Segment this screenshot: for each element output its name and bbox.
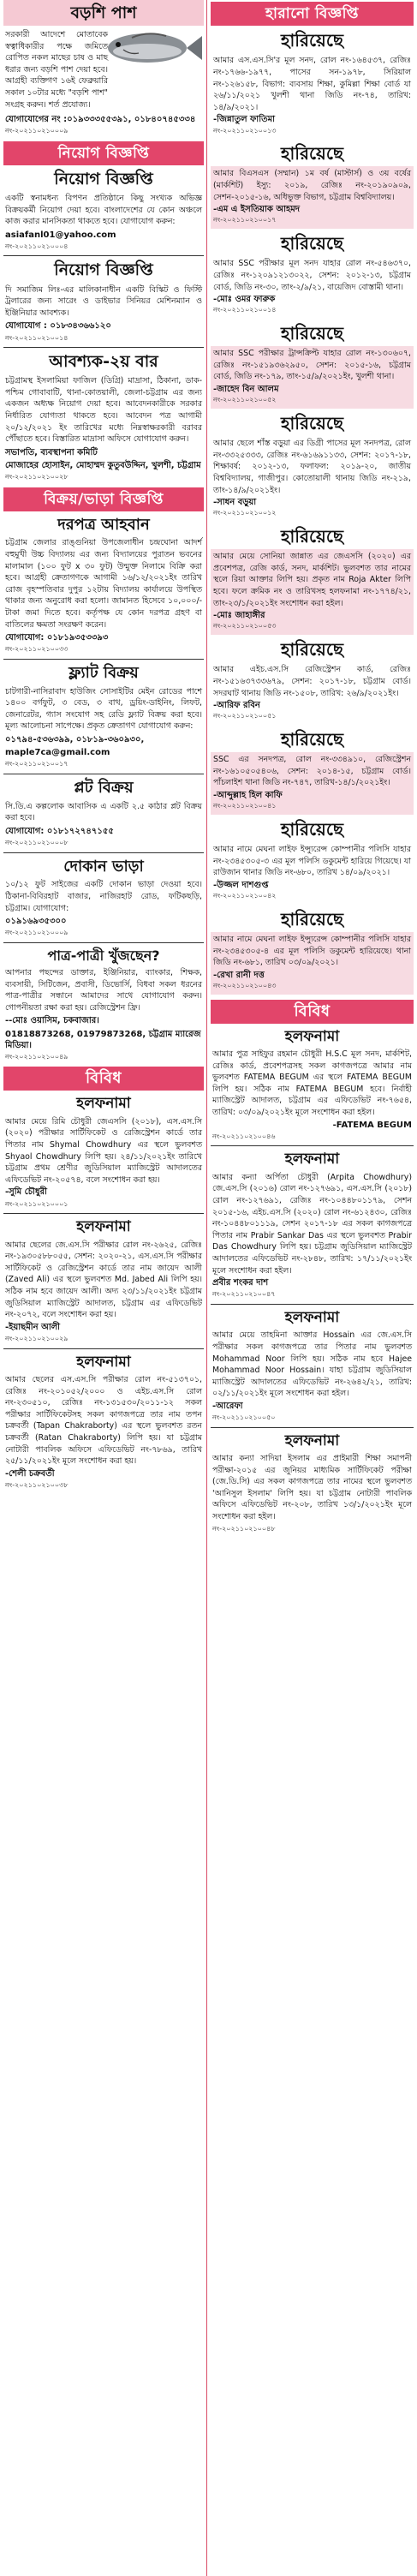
lost-notice-title: হারিয়েছে — [280, 728, 343, 750]
lost-notice-sign: -এম এ ইসতিয়াক আহমদ — [213, 205, 301, 215]
lost-notices-list — [211, 29, 414, 995]
abashyak-text: চট্টগ্রামস্থ ইসলামিয়া ফাজিল (ডিগ্রি) মাদ্রাসা, ঠিকানা, ডাক-পশ্চিম গোবাবাটি, থানা-কোতয়ালী, জেলা-চট্টগ্রাম এর জন্য একজন অধ্যক্ষ নিয়োগ দেয়া হবে। আবেদনকারীকে সরকার নির্ধারিত যোগ্যতা থাকতে হবে। আবেদন পত্র আগামী ২০/১২/২০২১ ইং তারিখের মধ্যে নিম্নস্বাক্ষরকারী বরাবর পৌঁছাতে হবে। বিস্তারিত মাদ্রাসা অফিসে যোগাযোগ করুন। — [5, 376, 202, 445]
lost-notice-title: হারিয়েছে — [280, 818, 343, 840]
divider — [3, 942, 204, 943]
lost-notice-ref: নং-২০২১১০২১০০৪১ — [213, 802, 277, 810]
divider — [3, 1348, 204, 1349]
section-header-bikroy: বিক্রয়/ভাড়া বিজ্ঞপ্তি — [3, 487, 204, 511]
borshi-text: সরকারী আদেশে মোতাবেক স্বত্বাধিকারীর পক্ষে জমিতে রোপিত নকল মাছের চাষ ও মাছ ধরার জন্য বড়শি পাশ দেয়া হবে। আগ্রহী ব্যক্তিগণ ১৬ই ফেব্রুয়ারি সকাল ১০টার মধ্যে "বড়শি পাশ" সংগ্রহ করুন। শর্ত প্রযোজ্য। — [5, 30, 108, 110]
rh2-ref: নং-২০২১১০২১০০৪৭ — [212, 1290, 276, 1299]
rh1-title: হলফনামা — [284, 1027, 340, 1045]
lost-notice — [211, 638, 414, 725]
abashyak-sign-1: সভাপতি, ব্যবস্থাপনা কমিটি — [5, 447, 98, 457]
lost-notice-sign: -রেখা রানী দত্ত — [213, 970, 265, 980]
lost-notice-ref: নং-২০২১১০২১০০১৪ — [213, 306, 277, 314]
lost-notice-text: SSC এর সনদপত্র, রোল নং-৩৩৪৯১০, রেজিস্ট্রেশন নং-১৬১০৫০৫৪০৬, সেশন: ২০১৪-১৫, চট্টগ্রাম বোর্ড। পাঁচলাইশ থানা জিডি নং-৭৪৭, তারিখ-১৪/১/২০২১ইং। — [213, 755, 411, 788]
niyog1-title: নিয়োগ বিজ্ঞপ্তি — [54, 169, 153, 188]
abashyak-ref: নং-২০২১১০২১০০২৮ — [5, 473, 69, 481]
section-header-harano: হারানো বিজ্ঞপ্তি — [211, 2, 414, 26]
lost-notice-body — [211, 842, 414, 905]
h2-title: হলফনামা — [76, 1218, 131, 1236]
lost-notice-ref: নং-২০২১১০২১০০১৭ — [213, 216, 277, 224]
lost-notice-text: আমার SSC পরীক্ষার মূল সনদ যাহার রোল নং-৫৪৬৩৭০, রেজিঃ নং-১২০৯১২১৩০২২, সেশন: ২০১২-১৩, চট্টগ্রাম বোর্ড, জিডি নং-৩০, তাং-২/৯/২১, বায়েজিদ বোস্তামী থানা। — [213, 259, 411, 292]
abashyak-sign-2: মোজাহের হোসাইন, মোহাম্মদ কুতুবউদ্দিন, খুলশী, চট্টগ্রাম — [5, 460, 201, 470]
rh4-title: হলফনামা — [284, 1431, 340, 1449]
lost-notice-ref: নং-২০২১১০২১০০৫১ — [213, 712, 277, 720]
lost-notice-body — [211, 436, 414, 522]
lost-notice-body — [211, 256, 414, 319]
lost-notice-sign: -মোঃ জাহাঙ্গীর — [213, 611, 265, 621]
lost-notice-ref: নং-২০২১১০২১০০৫৩ — [213, 622, 277, 631]
dokan-text: ১০/১২ ফুট সাইজের একটি দোকান ভাড়া দেওয়া হবে। ঠিকানা-বিবিরহাট বাজার, নাজিরহাট রোড, ফটিকছড়ি, চট্টগ্রাম। যোগাযোগ: — [5, 880, 202, 913]
lost-notice-sign: -সাধন বড়ুয়া — [213, 498, 257, 508]
niyog1-email: asiafanl01@yahoo.com — [5, 230, 116, 240]
h3-text: আমার ছেলের এস.এস.সি পরীক্ষার রোল নং-৫১৩৭০১, রেজিঃ নং-২০১০৫২/২০০০ ও এইচ.এস.সি রোল নং-২৩০৫১০, রেজিঃ নং-১৩১৫৩০/২০১১-১২ সকল পরীক্ষার সার্টিফিকেটসহ সকল কাগজপত্রে তার নাম তপন চক্রবর্তী (Tapan Chakraborty) এর স্থলে ভুলবশত রতন চক্রবর্তী (Ratan Chakraborty) লিপি হয়। যা চট্টগ্রাম নোটারী পাবলিক অফিসে এফিডেভিট নং-৭৮৬৯, তারিখ ২৫/১১/২০২১ইং মূলে সংশোধন করা হয়। — [5, 1374, 202, 1467]
patro-ref: নং-২০২১১০২১০০৪৯ — [5, 1052, 69, 1061]
rh3-sign: -আরেফা — [212, 1401, 243, 1411]
flat-text: চাটগারী-নাসিরাবাদ হাউজিং সোসাইটির মেইন রোডের পাশে ১৪০০ বর্গফুট, ৩ বেড, ৩ বাথ, ড্রয়িং-ডাইনিং, লিফট, জেনারেটর, গ্যাস সংযোগ সহ রেডি ফ্ল্যাট বিক্রয় করা হবে। মূল্য আলোচনা সাপেক্ষে। প্রকৃত ক্রেতাগণ যোগাযোগ করুন: — [5, 686, 202, 732]
lost-notice-ref: নং-২০২১১০২১০০১৩ — [213, 126, 277, 134]
rh3-text: আমার মেয়ে তাহমিনা আক্তার Hossain এর জে.এস.সি পরীক্ষার সকল কাগজপত্রে তার পিতার নাম ভুলবশত Mohammad Noor লিপি হয়। সঠিক নাম হবে Hajee Mohammad Noor Hossain। যাহা চট্টগ্রাম জুডিসিয়াল ম্যাজিস্ট্রেট আদালতের এফিডেভিট নং-২৬৪২/২১, তারিখ: ০২/১১/২০২১ইং মূলে সংশোধন করা হইল। — [212, 1330, 412, 1399]
rh4-ref: নং-২০২১১০২১০০৪৮ — [212, 1524, 276, 1533]
section-header-bibidh-left: বিবিধ — [3, 1067, 204, 1091]
dorpotro-contact: যোগাযোগ: ০১৮১৯৩৫৩৩৯৩ — [5, 633, 109, 643]
abashyak-title: আবশ্যক-২য় বার — [49, 352, 158, 372]
h2-ref: নং-২০২১১০২১০০২৯ — [5, 1334, 69, 1342]
lost-notice-title: হারিয়েছে — [280, 525, 343, 547]
divider — [211, 1427, 414, 1428]
lost-notice-text: আমার এস.এস.সি'র মূল সনদ, রোল নং-১৬৪৫৩৭, রেজিঃ নং-১৭৬৬-১৯৭৭, পাসের সন-১৯৭৮, সিরিয়াল নং-১২৬১৫৮, বিভাগ: ব্যবসায় শিক্ষা, কুমিল্লা শিক্ষা বোর্ড যা ২৬/১১/২০২১ খুলশী থানা জিডি নং-৭৪, তারিখ: ১৪/৯/২০২১। — [213, 56, 411, 112]
niyog2-ref: নং-২০২১১০২১০০১৪ — [5, 333, 69, 342]
dorpotro-title: দরপত্র আহবান — [57, 515, 150, 534]
plot-ref: নং-২০২১১০২১০০০৮ — [5, 839, 69, 847]
lost-notice-title: হারিয়েছে — [280, 639, 343, 660]
divider — [3, 852, 204, 853]
dokan-ref: নং-২০২১১০২১০০০৯ — [5, 929, 69, 937]
lost-notice-body — [211, 662, 414, 725]
dokan-contact: ০১৯১৬৯৩৫৩০০ — [5, 917, 67, 927]
left-column — [3, 0, 204, 2576]
rh1-sign: -FATEMA BEGUM — [332, 1120, 412, 1130]
lost-notice-text: আমার মেয়ে সোনিয়া জান্নাত এর জেএসসি (২০২০) এর প্রবেশপত্র, রেজি কার্ড, সনদ, মার্কশিট। ভুলবশত তার নামের স্থলে রিয়া আক্তার লিপি হয়। প্রকৃত নাম Roja Akter লিপি হবে। ফলে ক্রমিক নং ও তারিখসহ হলফনামা নং-১৭৭৪/২১, তাং-২৩/১/২০২১ইং সংশোধন করা হইল। — [213, 552, 411, 608]
lost-notice-title: হারিয়েছে — [280, 233, 343, 254]
patro-contact: 01818873268, 01979873268, চট্টগ্রাম ম্যারেজ মিডিয়া। — [5, 1029, 201, 1050]
flat-email: maple7ca@gmail.com — [5, 748, 110, 758]
patro-title: পাত্র-পাত্রী খুঁজছেন? — [47, 947, 160, 964]
lost-notice-body — [211, 166, 414, 229]
lost-notice-ref: নং-২০২১১০২১০০৪৩ — [213, 982, 277, 990]
flat-contact: ০১৭৯৪-৫৩৬৩৯৯, ০১৮১৯-৩৬০৯৩০, — [5, 735, 145, 744]
section-header-borshi: বড়শি পাশ — [3, 0, 204, 26]
dokan-title: দোকান ভাড়া — [63, 857, 144, 876]
divider — [211, 1145, 414, 1146]
lost-notice-title: হারিয়েছে — [280, 908, 343, 929]
lost-notice-text: আমার ছেলে শাঁস্ত বড়ুয়া এর ডিগ্রী পাসের মূল সনদপত্র, রোল নং-৩৩২৫৩৩৩, রেজিঃ নং-৬১৬৯১১৩৩, সেশন: ২০১৭-১৮, শিক্ষাবর্ষ: ২০১২-১৩, ফলাফল: ২০১৯-২০, জাতীয় বিশ্ববিদ্যালয়, গাজীপুর। কোতোয়ালী থানায় জিডি নং-২১৯, তাং-১৪/৯/২০২১ইং। — [213, 439, 411, 495]
plot-contact: যোগাযোগ: ০১৮১৭২৭৪৭১৫৫ — [5, 826, 114, 836]
niyog2-contact: যোগাযোগ : ০১৮৩৪৩৬৬১২০ — [5, 321, 111, 332]
right-column — [211, 0, 414, 2576]
h3-ref: নং-২০২১১০২১০০৩৮ — [5, 1480, 69, 1489]
borshi-ref: নং-২০২১১০২১০০০৯ — [5, 127, 69, 135]
divider — [3, 347, 204, 348]
lost-notice-sign: -আরিফ রবিন — [213, 701, 260, 711]
patro-text: আপনার পছন্দের ডাক্তার, ইঞ্জিনিয়ার, ব্যাংকার, শিক্ষক, ব্যবসায়ী, সিটিজেন, প্রবাসী, ডিভোর্সি, বিধবা সকল ধরনের পাত্র-পাত্রীর সন্ধানে আমাদের সাথে যোগাযোগ করুন। গোপনীয়তা রক্ষা করা হয়। রেজিস্ট্রেশন ফ্রি। — [5, 967, 202, 1013]
column-divider — [206, 0, 207, 2576]
lost-notice — [211, 142, 414, 229]
divider — [3, 659, 204, 660]
h1-title: হলফনামা — [76, 1095, 131, 1113]
rh1-text: আমার পুত্র সাইফুর রহমান চৌধুরী H.S.C মূল সনদ, মার্কশিট, রেজিঃ কার্ড, প্রবেশপত্রসহ সকল কাগজপত্রে আমার নাম ভুলবশত FATEMA BEGUM এর স্থলে FATEMA BEGUM লিপি হয়। সঠিক নাম FATEMA BEGUM হবে। নির্বাহী ম্যাজিস্ট্রেট আদালত, চট্টগ্রাম এর এফিডেভিট নং-৭৬৫৪, তারিখ: ০৩/০৯/২০২১ইং মূলে সংশোধন করা হইল। — [212, 1049, 412, 1118]
divider — [211, 1304, 414, 1305]
h3-sign: -শেলী চক্রবর্তী — [5, 1468, 55, 1479]
rh3-title: হলফনামা — [284, 1308, 340, 1326]
rh1-ref: নং-২০২১১০২১০০৪৬ — [212, 1132, 276, 1140]
rh2-sign: প্রবীর শংকর দাশ — [212, 1278, 269, 1288]
lost-notice-body — [211, 346, 414, 409]
h1-text: আমার মেয়ে রিমি চৌধুরী জেএসসি (২০১৮), এস.এস.সি (২০২০) পরীক্ষার সার্টিফিকেট ও রেজিস্ট্রেশন কার্ডে তার পিতার নাম Shymal Chowdhury এর স্থলে ভুলবশত Shyaol Chowdhury লিপি হয়। ২৪/১১/২০২১ইং তারিখে চট্টগ্রাম প্রথম শ্রেণীর জুডিসিয়াল ম্যাজিস্ট্রেট আদালতের এফিডেভিট নং-২০৫৭৪, বলে সংশোধন করা হয়। — [5, 1116, 202, 1185]
lost-notice — [211, 908, 414, 995]
lost-notice-ref: নং-২০২১১০২১০০৫২ — [213, 396, 277, 404]
lost-notice-sign: -মোঃ ওমর ফারুক — [213, 295, 276, 305]
lost-notice-text: আমার নামে মেঘনা লাইফ ইন্স্যুরেন্স কোম্পানীর পলিসি যাহার নং-২৩৪৫৩০৫-৪ এর মূল পলিসি ডকুমেন্ট হারিয়েছে। থানা জিডি নং-৬৮১, তারিখ ০৩/০৯/২০২১। — [213, 935, 411, 968]
niyog1-ref: নং-২০২১১০২১০০০৪ — [5, 242, 69, 250]
lost-notice-sign: -উজ্জল দাশগুপ্ত — [213, 880, 269, 890]
lost-notice-title: হারিয়েছে — [280, 143, 343, 164]
lost-notice-body — [211, 932, 414, 995]
niyog2-title: নিয়োগ বিজ্ঞপ্তি — [54, 260, 153, 280]
dorpotro-ref: নং-২০২১১০২১০০৩৩ — [5, 645, 69, 654]
lost-notice-ref: নং-২০২১১০২১০০৪২ — [213, 892, 277, 900]
lost-notice — [211, 818, 414, 905]
lost-notice-ref: নং-২০২১১০২১০০১২ — [213, 509, 277, 517]
h2-text: আমার ছেলের জে.এস.সি পরীক্ষার রোল নং-২৬২৫, রেজিঃ নং-১৯৩০৫৮৮০৫৫, সেশন: ২০২০-২১, এস.এস.সি পরীক্ষার সার্টিফিকেট ও রেজিস্ট্রেশন কার্ডে তার নাম জায়েদ আলী (Zaved Ali) এর স্থলে ভুলবশত Md. Jabed Ali লিপি হয়। সঠিক নাম হবে জায়েদ আলী। অদ্য ২৩/১১/২০২১ইং চট্টগ্রাম জুডিসিয়াল ম্যাজিস্ট্রেট আদালত, চট্টগ্রাম এর এফিডেভিট নং-২০৭২, বলে সংশোধন করা হয়। — [5, 1240, 202, 1320]
flat-ref: নং-২০২১১০২১০০১৭ — [5, 760, 69, 768]
rh4-text: আমার কন্যা সাদিয়া ইসলাম এর প্রাইমারী শিক্ষা সমাপনী পরীক্ষা-২০১৫ এর জুনিয়র মাধ্যমিক সার্টিফিকেট পরীক্ষা (জে.ডি.সি) এর সকল কাগজপত্রে তার নামের স্থলে ভুলবশত 'আনিসুল ইসলাম' লিপি হয়। যা চট্টগ্রাম নোটারী পাবলিক অফিসে এফিডেভিট নং-২০৮, তারিখ ১৩/১/২০২১ইং মূলে সংশোধন করা হইল। — [212, 1454, 412, 1522]
lost-notice-text: আমার নামে মেঘনা লাইফ ইন্স্যুরেন্স কোম্পানীর পলিসি যাহার নং-২৩৪৫৩০৫-৩ এর মূল পলিসি ডকুমেন্ট হারিয়ে গিয়েছে। যা রাউজান থানার জিডি নং-৬৮০, তারিখ ১৪/০৯/২০২১। — [213, 845, 411, 878]
h1-ref: নং-২০২১১০২১০০০১ — [5, 1199, 69, 1208]
rh2-title: হলফনামা — [284, 1151, 340, 1168]
lost-notice-title: হারিয়েছে — [280, 412, 343, 433]
patro-sign: --মোঃ ওয়াসিম, চকবাজার। — [5, 1016, 99, 1026]
rh2-text: আমার কন্যা অর্পিতা চৌধুরী (Arpita Chowdhury) জে.এস.সি (২০১৬) রোল নং-১২৭৬৯১, এস.এস.সি (২০১৮) রোল নং-১২৭৬৯১, রেজিঃ নং-১০৪৪৮০১১৭৯, সেশন ২০১৫-১৬, এইচ.এস.সি (২০২০) রোল নং-৬১২৪৩০, রেজিঃ নং-১০৪৪৮০১১১৯, সেশন ২০১৭-১৮ এর সকল কাগজপত্রে পিতার নাম Prabir Sankar Das এর স্থলে ভুলবশত Prabir Das Chowdhury লিপি হয়। চট্টগ্রাম জুডিসিয়াল ম্যাজিস্ট্রেট আদালতের এফিডেভিট নং-২৮৪৮, তারিখ: ১৭/১১/২০২১ইং মূলে সংশোধন করা হইল। — [212, 1172, 412, 1276]
lost-notice-title: হারিয়েছে — [280, 30, 343, 51]
borshi-contact: যোগাযোগের নং :০১৯৩৩৩৫৫৩৯১, ০১৮৪০৭৪৫৩৩৪ — [5, 115, 196, 125]
lost-notice-sign: -জাহেদ বিন আলম — [213, 385, 279, 395]
h2-sign: -ইয়াছমীন আলী — [5, 1322, 61, 1332]
lost-notice-text: আমার বিএসএস (সম্মান) ১ম বর্ষ (মাস্টার্স) ও ৩য় বর্ষের (মার্কশিট) ইস্যু: ২০১৯, রেজিঃ নং-২০১৯০৯০৯, সেশন-২০১৫-১৬, অধিভুক্ত বিভাগ, চট্টগ্রাম বিশ্ববিদ্যালয়। — [213, 169, 411, 202]
divider — [3, 1213, 204, 1214]
h3-title: হলফনামা — [76, 1353, 131, 1371]
lost-notice-title: হারিয়েছে — [280, 322, 343, 344]
plot-title: প্লট বিক্রয় — [74, 778, 134, 797]
section-header-bibidh-right: বিবিধ — [211, 1000, 414, 1024]
h1-sign: -সুমি চৌধুরী — [5, 1187, 47, 1198]
lost-notice — [211, 322, 414, 409]
niyog1-text: একটি স্বনামধন্য বিপণন প্রতিষ্ঠানে কিছু সংখ্যক অভিজ্ঞ বিক্রয়কর্মী নিয়োগ দেয়া হবে। বাংলাদেশের যে কোন অঞ্চলে কাজ করার মানসিকতা থাকতে হবে। যোগাযোগ করুন: — [5, 193, 202, 227]
lost-notice — [211, 412, 414, 522]
lost-notice — [211, 728, 414, 815]
lost-notice — [211, 29, 414, 139]
niyog2-text: দি সমাজিম লিঃ-এর মালিকানাধীন একটি বিস্কিট ও ফিস্টি ট্রলারের জন্য সারেং ও ডাইভার সিনিয়র মেশিনম্যান ও ইঞ্জিনিয়ার আবশ্যক। — [5, 284, 202, 318]
section-header-niyog: নিয়োগ বিজ্ঞপ্তি — [3, 141, 204, 165]
lost-notice-text: আমার এইচ.এস.সি রেজিস্ট্রেশন কার্ড, রেজিঃ নং-১৫১৬৩৭৩৩৬৭৯, সেশন: ২০১৭-১৮, চট্টগ্রাম বোর্ড। সদরঘাট থানায় জিডি নং-১৫০৮, তারিখ: ২৬/৯/২০২১ইং। — [213, 665, 411, 698]
lost-notice-sign: -আব্দুল্লাহ হিল কাফি — [213, 791, 283, 801]
flat-title: ফ্ল্যাট বিক্রয় — [69, 663, 139, 682]
lost-notice-sign: -জিন্নাতুল ফাতিমা — [213, 115, 276, 125]
lost-notice-body — [211, 752, 414, 815]
lost-notice — [211, 525, 414, 635]
dorpotro-text: চট্টগ্রাম জেলার রাঙ্গুনিয়া উপজেলাধীন চন্দ্রঘোনা আদর্শ বহুমুখী উচ্চ বিদ্যালয় এর জন্য বিদ্যালয়ের পুরাতন ভবনের মালামাল (১০০ ফুট x ৩০ ফুট) উন্মুক্ত নিলামে বিক্রি করা হবে। আগ্রহী ক্রেতাগণকে আগামী ১৬/১২/২০২১ইং তারিখ রোজ বৃহস্পতিবার দুপুর ১২টায় বিদ্যালয় কার্যালয়ে উপস্থিত থাকার জন্য অনুরোধ করা হলো। জামানত হিসেবে ১০,০০০/- টাকা জমা দিতে হবে। কর্তৃপক্ষ যে কোন দরপত্র গ্রহণ বা বাতিলের ক্ষমতা সংরক্ষণ করেন। — [5, 538, 202, 630]
lost-notice — [211, 232, 414, 319]
lost-notice-body — [211, 549, 414, 635]
lost-notice-text: আমার SSC পরীক্ষার ট্রান্সক্রিপ্ট যাহার রোল নং-১৩০৬০৭, রেজিঃ নং-১৫১৯৩৬২৯৫০, সেশন: ২০১৫-১৬, চট্টগ্রাম বোর্ড, জিডি নং-১৭৯, তাং-১৫/৯/২০২১ইং, খুলশী থানা। — [213, 349, 411, 382]
plot-text: সি.ডি.এ কল্পলোক আবাসিক এ একটি ২.৫ কাঠার প্লট বিক্রয় করা হবে। — [5, 801, 202, 823]
divider — [3, 255, 204, 256]
rh3-ref: নং-২০২১১০২১০০৫০ — [212, 1414, 276, 1422]
lost-notice-body — [211, 53, 414, 139]
